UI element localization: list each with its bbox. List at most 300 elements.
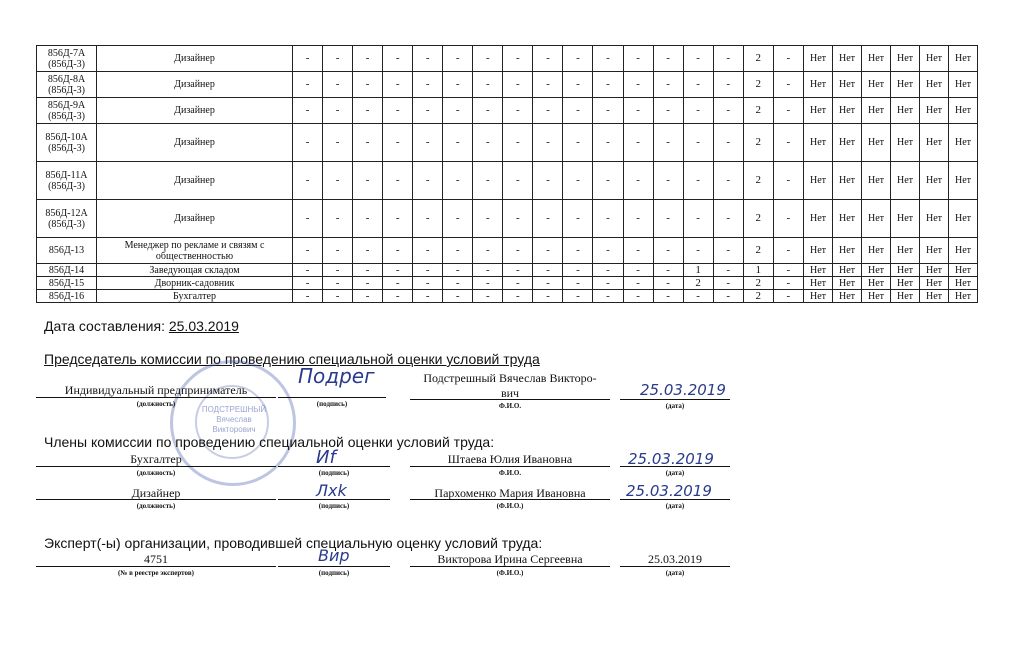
member-2-position-line <box>36 499 276 500</box>
cell-no: Нет <box>949 98 978 124</box>
cell-value: - <box>293 124 323 162</box>
cell-value: - <box>383 162 413 200</box>
member-1-name-line <box>410 466 610 467</box>
cell-value: - <box>533 124 563 162</box>
member-2-date-caption: (дата) <box>665 502 685 510</box>
attestation-table <box>36 45 978 303</box>
cell-value: - <box>353 290 383 303</box>
member-1-name: Штаева Юлия Ивановна <box>447 452 573 466</box>
cell-value: - <box>503 98 533 124</box>
cell-value: - <box>413 162 443 200</box>
cell-value: - <box>443 264 473 277</box>
cell-value: - <box>563 98 593 124</box>
cell-no: Нет <box>920 277 949 290</box>
row-code: 856Д-12А (856Д-3) <box>37 200 97 238</box>
cell-value: - <box>593 46 623 72</box>
cell-no: Нет <box>833 200 862 238</box>
cell-value: - <box>563 162 593 200</box>
cell-value: - <box>383 264 413 277</box>
cell-no: Нет <box>862 264 891 277</box>
cell-value: - <box>773 277 803 290</box>
cell-no: Нет <box>949 264 978 277</box>
cell-value: - <box>563 46 593 72</box>
cell-value: - <box>323 290 353 303</box>
cell-value: - <box>683 290 713 303</box>
cell-value: - <box>503 72 533 98</box>
cell-value: - <box>443 162 473 200</box>
cell-value: - <box>473 124 503 162</box>
cell-value: - <box>683 124 713 162</box>
member-1-position-caption: (должность) <box>136 469 176 477</box>
cell-value: 2 <box>743 238 773 264</box>
member-2-signature-caption: (подпись) <box>318 502 350 510</box>
member-2-date-line <box>620 499 730 500</box>
cell-value: - <box>443 238 473 264</box>
cell-value: - <box>443 200 473 238</box>
cell-value: - <box>593 162 623 200</box>
cell-value: - <box>503 264 533 277</box>
cell-no: Нет <box>804 162 833 200</box>
chairman-heading: Председатель комиссии по проведению специальной оценки условий труда <box>44 351 540 367</box>
cell-value: 2 <box>743 98 773 124</box>
row-position: Дизайнер <box>97 72 293 98</box>
cell-no: Нет <box>804 72 833 98</box>
row-code: 856Д-11А (856Д-3) <box>37 162 97 200</box>
row-position: Дизайнер <box>97 124 293 162</box>
table-row <box>37 264 978 277</box>
cell-value: - <box>623 277 653 290</box>
expert-registry-line <box>36 566 276 567</box>
expert-name-line <box>410 566 610 567</box>
cell-value: - <box>773 162 803 200</box>
cell-value: - <box>623 124 653 162</box>
cell-value: - <box>593 124 623 162</box>
cell-no: Нет <box>891 124 920 162</box>
cell-value: - <box>443 277 473 290</box>
cell-value: - <box>653 290 683 303</box>
chairman-signature-line <box>278 397 386 398</box>
chairman-date: 25.03.2019 <box>640 381 726 399</box>
members-heading: Члены комиссии по проведению специальной оценки условий труда: <box>44 434 495 450</box>
cell-value: - <box>353 200 383 238</box>
expert-registry-caption: (№ в реестре экспертов) <box>118 569 194 577</box>
cell-no: Нет <box>862 162 891 200</box>
cell-no: Нет <box>833 290 862 303</box>
cell-no: Нет <box>920 46 949 72</box>
cell-no: Нет <box>920 200 949 238</box>
cell-value: - <box>323 264 353 277</box>
row-code: 856Д-8А (856Д-3) <box>37 72 97 98</box>
member-2-position-caption: (должность) <box>136 502 176 510</box>
cell-value: - <box>773 290 803 303</box>
chairman-name-caption: Ф.И.О. <box>498 402 522 410</box>
cell-no: Нет <box>891 290 920 303</box>
cell-value: - <box>623 290 653 303</box>
cell-value: - <box>503 124 533 162</box>
row-code: 856Д-15 <box>37 277 97 290</box>
cell-no: Нет <box>949 290 978 303</box>
cell-no: Нет <box>862 238 891 264</box>
cell-value: - <box>683 238 713 264</box>
cell-value: - <box>473 72 503 98</box>
expert-registry-number: 4751 <box>144 552 168 566</box>
cell-value: - <box>353 238 383 264</box>
cell-no: Нет <box>833 162 862 200</box>
cell-value: 2 <box>743 46 773 72</box>
member-1-date-line <box>620 466 730 467</box>
cell-value: - <box>653 238 683 264</box>
row-position: Дизайнер <box>97 162 293 200</box>
cell-value: - <box>503 200 533 238</box>
cell-value: - <box>533 46 563 72</box>
cell-value: 2 <box>683 277 713 290</box>
cell-value: - <box>473 98 503 124</box>
cell-value: - <box>443 98 473 124</box>
stamp-text: ПОДСТРЕШНЫЙ Вячеслав Викторович <box>201 405 267 434</box>
row-code: 856Д-9А (856Д-3) <box>37 98 97 124</box>
row-code: 856Д-7А (856Д-3) <box>37 46 97 72</box>
cell-value: - <box>413 124 443 162</box>
cell-value: - <box>533 238 563 264</box>
member-2-name-line <box>410 499 610 500</box>
cell-value: - <box>293 72 323 98</box>
cell-value: - <box>413 238 443 264</box>
expert-signature: Вир <box>318 546 350 565</box>
cell-value: - <box>533 290 563 303</box>
cell-value: - <box>473 277 503 290</box>
cell-value: - <box>353 72 383 98</box>
cell-value: - <box>593 264 623 277</box>
expert-signature-caption: (подпись) <box>318 569 350 577</box>
cell-value: - <box>413 200 443 238</box>
cell-value: - <box>383 72 413 98</box>
cell-value: - <box>503 238 533 264</box>
cell-value: - <box>533 277 563 290</box>
cell-no: Нет <box>891 238 920 264</box>
date-label-text: Дата составления: <box>44 318 165 334</box>
expert-date-caption: (дата) <box>665 569 685 577</box>
cell-value: - <box>653 264 683 277</box>
cell-value: - <box>683 162 713 200</box>
cell-value: - <box>623 98 653 124</box>
cell-value: - <box>413 264 443 277</box>
cell-value: - <box>353 46 383 72</box>
row-code: 856Д-14 <box>37 264 97 277</box>
cell-value: - <box>473 238 503 264</box>
member-1-signature: Иf <box>316 447 336 468</box>
cell-value: - <box>323 46 353 72</box>
cell-value: - <box>293 98 323 124</box>
date-value: 25.03.2019 <box>168 318 239 334</box>
cell-value: - <box>413 72 443 98</box>
cell-no: Нет <box>833 238 862 264</box>
cell-value: - <box>563 124 593 162</box>
cell-value: - <box>623 238 653 264</box>
cell-value: 2 <box>743 277 773 290</box>
table-row <box>37 72 978 98</box>
cell-no: Нет <box>804 124 833 162</box>
cell-no: Нет <box>862 290 891 303</box>
row-position: Дизайнер <box>97 46 293 72</box>
cell-value: - <box>623 200 653 238</box>
cell-value: - <box>533 162 563 200</box>
cell-value: - <box>503 290 533 303</box>
member-2-name-caption: (Ф.И.О.) <box>496 502 524 510</box>
cell-value: - <box>323 162 353 200</box>
cell-value: - <box>683 200 713 238</box>
row-position: Бухгалтер <box>97 290 293 303</box>
cell-value: - <box>323 238 353 264</box>
member-2-position: Дизайнер <box>131 486 181 500</box>
cell-value: - <box>623 162 653 200</box>
cell-value: - <box>323 124 353 162</box>
chairman-name-line1: Подстрешный Вячеслав Викторо- <box>423 371 597 385</box>
table-row <box>37 290 978 303</box>
cell-value: - <box>713 124 743 162</box>
member-1-signature-caption: (подпись) <box>318 469 350 477</box>
cell-value: - <box>563 200 593 238</box>
cell-value: - <box>383 277 413 290</box>
cell-no: Нет <box>920 238 949 264</box>
cell-value: - <box>443 124 473 162</box>
cell-no: Нет <box>891 162 920 200</box>
member-1-date: 25.03.2019 <box>628 450 714 468</box>
member-1-date-caption: (дата) <box>665 469 685 477</box>
table-row <box>37 277 978 290</box>
cell-value: - <box>383 124 413 162</box>
cell-value: - <box>713 277 743 290</box>
cell-value: 2 <box>743 72 773 98</box>
cell-value: - <box>473 264 503 277</box>
cell-value: - <box>323 277 353 290</box>
date-label <box>44 318 239 334</box>
cell-no: Нет <box>833 124 862 162</box>
cell-value: - <box>413 290 443 303</box>
cell-value: - <box>293 290 323 303</box>
cell-value: - <box>443 290 473 303</box>
cell-value: - <box>593 72 623 98</box>
cell-no: Нет <box>862 98 891 124</box>
table-row <box>37 162 978 200</box>
cell-no: Нет <box>862 277 891 290</box>
expert-name: Викторова Ирина Сергеевна <box>437 552 583 566</box>
cell-no: Нет <box>891 200 920 238</box>
cell-value: 2 <box>743 200 773 238</box>
member-2-name: Пархоменко Мария Ивановна <box>434 486 586 500</box>
cell-value: - <box>533 200 563 238</box>
cell-no: Нет <box>862 72 891 98</box>
chairman-position-line <box>36 397 276 398</box>
expert-date: 25.03.2019 <box>648 552 702 566</box>
table-row <box>37 46 978 72</box>
cell-no: Нет <box>833 98 862 124</box>
row-position: Дизайнер <box>97 98 293 124</box>
cell-value: - <box>653 200 683 238</box>
organization-stamp <box>170 360 296 486</box>
cell-no: Нет <box>920 290 949 303</box>
cell-value: - <box>473 290 503 303</box>
cell-value: - <box>383 46 413 72</box>
cell-value: - <box>563 290 593 303</box>
cell-value: - <box>773 98 803 124</box>
cell-value: - <box>353 98 383 124</box>
cell-value: - <box>353 277 383 290</box>
member-1-position: Бухгалтер <box>130 452 182 466</box>
cell-value: - <box>563 264 593 277</box>
cell-value: - <box>563 72 593 98</box>
cell-no: Нет <box>804 290 833 303</box>
cell-value: - <box>593 98 623 124</box>
cell-value: - <box>653 277 683 290</box>
cell-value: - <box>383 238 413 264</box>
row-code: 856Д-16 <box>37 290 97 303</box>
expert-signature-line <box>278 566 390 567</box>
cell-value: - <box>683 46 713 72</box>
cell-value: - <box>773 46 803 72</box>
cell-value: - <box>713 46 743 72</box>
cell-value: - <box>623 72 653 98</box>
cell-value: - <box>293 200 323 238</box>
table-row <box>37 98 978 124</box>
cell-value: - <box>353 264 383 277</box>
cell-value: - <box>713 162 743 200</box>
cell-value: - <box>563 238 593 264</box>
cell-value: - <box>503 46 533 72</box>
cell-value: - <box>773 200 803 238</box>
cell-value: - <box>593 277 623 290</box>
cell-no: Нет <box>804 238 833 264</box>
cell-value: - <box>293 46 323 72</box>
cell-no: Нет <box>833 46 862 72</box>
cell-value: - <box>353 124 383 162</box>
cell-no: Нет <box>833 72 862 98</box>
cell-value: - <box>773 124 803 162</box>
cell-no: Нет <box>891 98 920 124</box>
table-row <box>37 200 978 238</box>
cell-value: 2 <box>743 124 773 162</box>
member-2-signature-line <box>278 499 390 500</box>
cell-value: - <box>683 98 713 124</box>
cell-value: - <box>293 277 323 290</box>
chairman-name-line2: вич <box>500 386 520 400</box>
cell-value: - <box>773 72 803 98</box>
cell-value: - <box>473 162 503 200</box>
cell-no: Нет <box>920 124 949 162</box>
cell-no: Нет <box>920 98 949 124</box>
cell-no: Нет <box>891 72 920 98</box>
row-position: Дворник-садовник <box>97 277 293 290</box>
cell-no: Нет <box>920 162 949 200</box>
chairman-position-caption: (должность) <box>136 400 176 408</box>
cell-value: - <box>383 98 413 124</box>
cell-no: Нет <box>804 98 833 124</box>
cell-no: Нет <box>804 264 833 277</box>
cell-value: - <box>443 46 473 72</box>
cell-no: Нет <box>949 238 978 264</box>
cell-value: - <box>713 98 743 124</box>
cell-no: Нет <box>862 124 891 162</box>
cell-no: Нет <box>833 277 862 290</box>
cell-value: - <box>413 277 443 290</box>
cell-value: - <box>293 162 323 200</box>
cell-no: Нет <box>804 46 833 72</box>
cell-value: - <box>383 290 413 303</box>
chairman-date-caption: (дата) <box>665 402 685 410</box>
cell-value: - <box>653 98 683 124</box>
cell-value: - <box>293 264 323 277</box>
cell-no: Нет <box>891 46 920 72</box>
cell-value: - <box>533 98 563 124</box>
cell-value: - <box>593 238 623 264</box>
cell-value: - <box>533 264 563 277</box>
cell-no: Нет <box>949 46 978 72</box>
cell-value: - <box>533 72 563 98</box>
cell-value: - <box>593 200 623 238</box>
member-1-position-line <box>36 466 276 467</box>
cell-no: Нет <box>949 124 978 162</box>
cell-value: - <box>383 200 413 238</box>
cell-no: Нет <box>833 264 862 277</box>
cell-value: - <box>473 200 503 238</box>
row-position: Заведующая складом <box>97 264 293 277</box>
cell-value: 2 <box>743 290 773 303</box>
chairman-signature-caption: (подпись) <box>316 400 348 408</box>
cell-value: - <box>653 72 683 98</box>
expert-date-line <box>620 566 730 567</box>
cell-value: - <box>713 290 743 303</box>
cell-value: - <box>563 277 593 290</box>
cell-value: - <box>353 162 383 200</box>
row-code: 856Д-10А (856Д-3) <box>37 124 97 162</box>
cell-value: - <box>653 46 683 72</box>
chairman-signature: Подрег <box>298 364 375 388</box>
cell-no: Нет <box>862 200 891 238</box>
cell-value: - <box>443 72 473 98</box>
cell-no: Нет <box>920 264 949 277</box>
cell-value: - <box>293 238 323 264</box>
cell-value: - <box>413 98 443 124</box>
cell-value: - <box>623 46 653 72</box>
cell-value: - <box>713 72 743 98</box>
row-code: 856Д-13 <box>37 238 97 264</box>
cell-value: 1 <box>683 264 713 277</box>
cell-value: 1 <box>743 264 773 277</box>
cell-value: - <box>623 264 653 277</box>
member-1-signature-line <box>278 466 390 467</box>
cell-no: Нет <box>862 46 891 72</box>
cell-value: - <box>323 98 353 124</box>
table-row <box>37 238 978 264</box>
member-1-name-caption: Ф.И.О. <box>498 469 522 477</box>
expert-heading: Эксперт(-ы) организации, проводившей специальную оценку условий труда: <box>44 535 543 551</box>
cell-value: - <box>323 72 353 98</box>
cell-value: - <box>713 238 743 264</box>
cell-no: Нет <box>804 200 833 238</box>
chairman-position: Индивидуальный предприниматель <box>64 383 248 397</box>
table-row <box>37 124 978 162</box>
cell-value: - <box>773 264 803 277</box>
cell-no: Нет <box>891 277 920 290</box>
cell-no: Нет <box>949 162 978 200</box>
cell-no: Нет <box>949 72 978 98</box>
cell-value: - <box>503 162 533 200</box>
cell-value: - <box>413 46 443 72</box>
cell-value: - <box>473 46 503 72</box>
cell-value: - <box>503 277 533 290</box>
row-position: Дизайнер <box>97 200 293 238</box>
chairman-name-line <box>410 399 610 400</box>
cell-no: Нет <box>804 277 833 290</box>
